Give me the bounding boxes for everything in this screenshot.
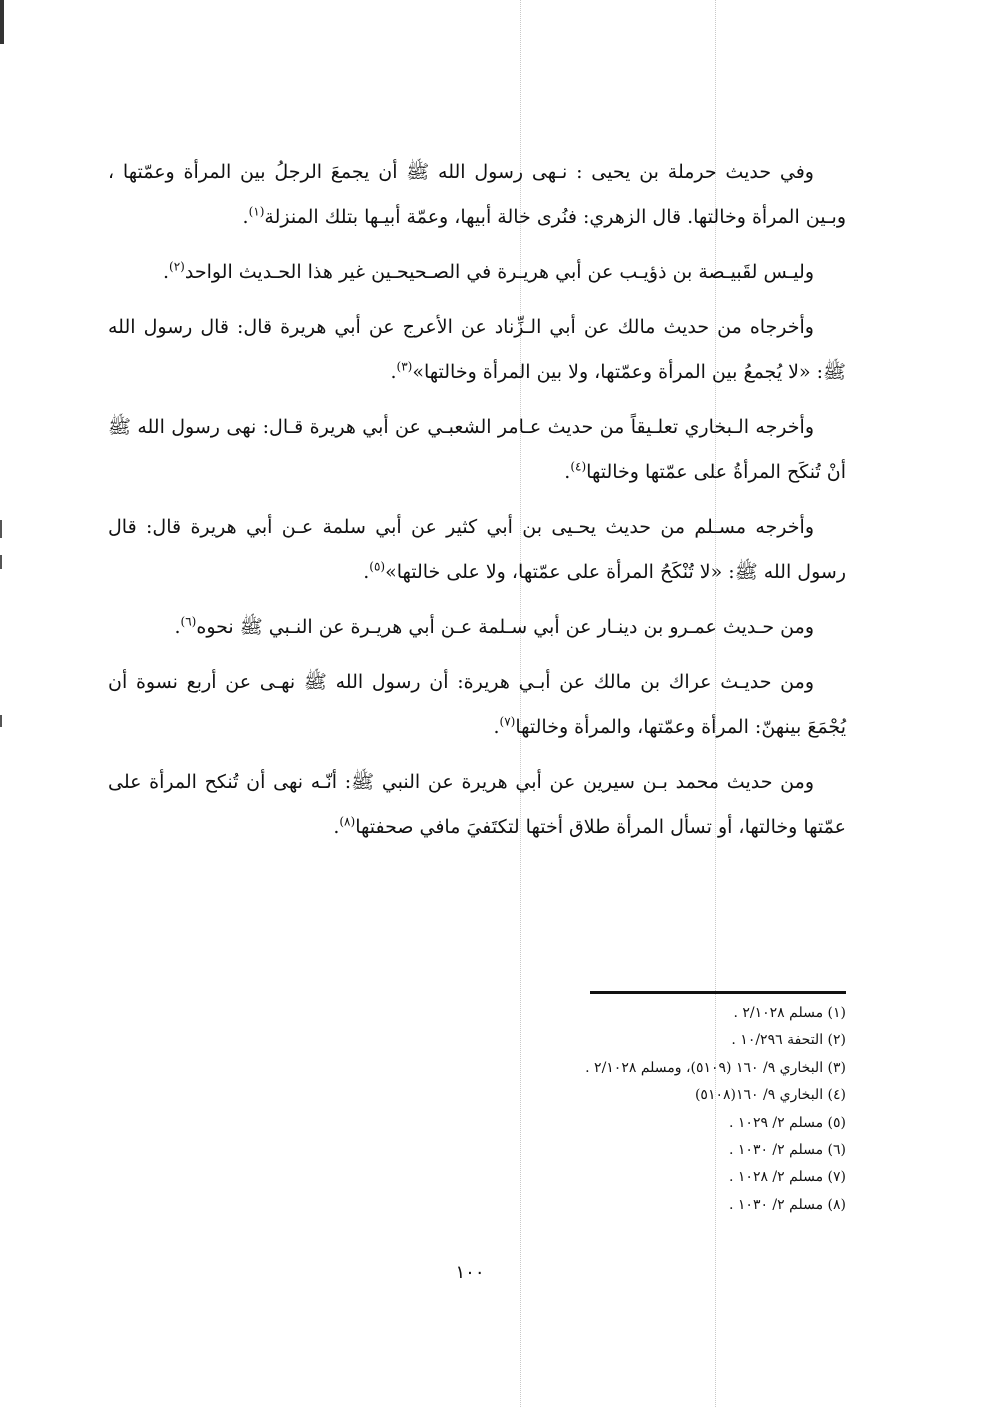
paragraph: وأخرجه مسـلم من حديث يحـيى بن أبي كثير عن أبي سلمة عـن أبي هريرة قال: قال رسول الله ﷺ: «لا تُنْكَحُ المرأة على عمّتها، ولا على خالتها»$^{(٥)}$. <box>108 516 846 583</box>
main-text <box>108 150 846 860</box>
footnotes <box>400 1000 846 1219</box>
paragraph: وليـس لقَبيـصة بن ذؤيـب عن أبي هريـرة في الصـحيحـين غير هذا الحـديث الواحد$^{(٢)}$. <box>162 259 814 283</box>
footnote: (٨) مسلم ٢/ ١٠٣٠ . <box>729 1196 846 1213</box>
footnote: (٧) مسلم ٢/ ١٠٢٨ . <box>729 1169 846 1186</box>
footnote-ref: (٥) <box>369 559 386 574</box>
paragraph: ومن حديث محمد بـن سيرين عن أبي هريرة عن النبي ﷺ: أنّـه نهى أن تُنكح المرأة على عمّتها وخالتها، أو تسأل المرأة طلاق أختها لتكتَفيَ مافي صحفتها$^{(٨)}$. <box>108 771 846 838</box>
footnote-ref: (٨) <box>339 814 356 829</box>
footnote-separator <box>590 991 846 994</box>
paragraph: ومن حـديث عمـرو بن دينـار عن أبي سـلمة عـن أبي هريـرة عن النـبي ﷺ نحوه$^{(٦)}$. <box>174 614 814 638</box>
paragraph: وأخرجاه من حديث مالك عن أبي الـزِّناد عن الأعرج عن أبي هريرة قال: قال رسول الله ﷺ: «لا يُجمعُ بين المرأة وعمّتها، ولا بين المرأة وخالتها»$^{(٣)}$. <box>108 316 846 383</box>
footnote-ref: (٦) <box>180 614 197 629</box>
scan-margin-mark <box>0 520 2 538</box>
footnote-ref: (٢) <box>169 259 185 274</box>
paragraph: ومن حديـث عراك بن مالك عن أبـي هريرة: أن رسول الله ﷺ نهـى عن أربع نسوة أن يُجْمَعَ بينهنّ: المرأة وعمّتها، والمرأة وخالتها$^{(٧)}$. <box>108 671 846 738</box>
footnote: (٦) مسلم ٢/ ١٠٣٠ . <box>729 1142 846 1159</box>
footnote-ref: (٧) <box>499 714 516 729</box>
paragraph: وأخرجه الـبخاري تعلـيقاً من حديث عـامر الشعبـي عن أبي هريرة قـال: نهى رسول الله ﷺ أنْ تُنكَح المرأةُ على عمّتها وخالتها$^{(٤)}$. <box>108 416 846 483</box>
footnote-ref: (٣) <box>396 359 413 374</box>
footnote-ref: (٤) <box>570 459 587 474</box>
page-number: ١٠٠ <box>455 1262 485 1283</box>
footnote: (٣) البخاري ٩/ ١٦٠ (٥١٠٩)، ومسلم ٢/١٠٢٨ . <box>585 1059 846 1076</box>
footnote: (٤) البخاري ٩/ ١٦٠(٥١٠٨) <box>694 1087 846 1104</box>
footnote: (٥) مسلم ٢/ ١٠٢٩ . <box>729 1114 846 1131</box>
scan-edge-mark <box>0 0 4 44</box>
scan-margin-mark <box>0 715 2 727</box>
footnote: (٢) التحفة ١٠/٢٩٦ . <box>731 1032 846 1049</box>
scan-margin-mark <box>0 555 2 569</box>
footnote: (١) مسلم ٢/١٠٢٨ . <box>733 1005 846 1021</box>
paragraph: وفي حديث حرملة بن يحيى : نـهى رسول الله ﷺ أن يجمعَ الرجلُ بين المرأة وعمّتها ، وبـين المرأة وخالتها. قال الزهري: فنُرى خالة أبيها، وعمّة أبيـها بتلك المنزلة$^{(١)}$. <box>108 161 846 228</box>
footnote-ref: (١) <box>248 204 265 219</box>
